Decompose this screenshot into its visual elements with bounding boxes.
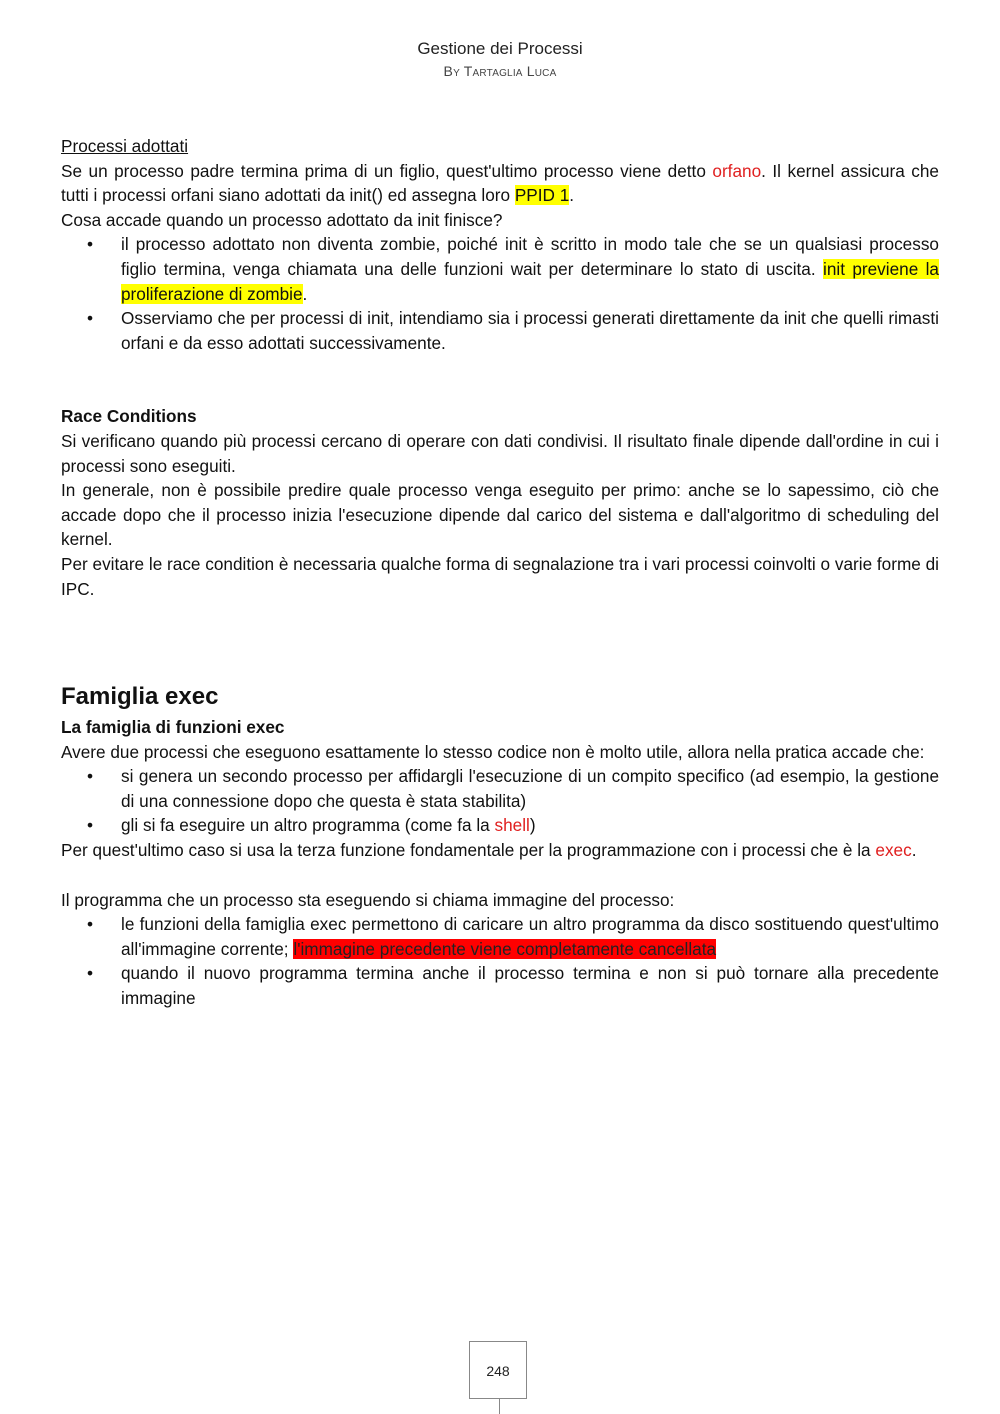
- subheading: La famiglia di funzioni exec: [61, 717, 285, 738]
- page-number-stem: [499, 1399, 500, 1414]
- document-body: [61, 134, 939, 1011]
- term-exec: exec: [875, 840, 912, 861]
- section-title-famiglia-exec: Famiglia exec: [61, 683, 219, 711]
- list-item: • il processo adottato non diventa zombie, poiché init è scritto in modo tale che se un qualsiasi processo figlio termina, venga chiamata una delle funzioni wait per determinare lo stato di uscita. init previene la proliferazione di zombie.: [61, 232, 939, 306]
- list-item: • gli si fa eseguire un altro programma (come fa la shell): [61, 813, 939, 838]
- paragraph: Cosa accade quando un processo adottato da init finisce?: [61, 209, 503, 230]
- bullet-list: [61, 764, 939, 838]
- list-item: • quando il nuovo programma termina anche il processo termina e non si può tornare alla precedente immagine: [61, 961, 939, 1010]
- list-item: • Osserviamo che per processi di init, intendiamo sia i processi generati direttamente da init che quelli rimasti orfani e da esso adottati successivamente.: [61, 306, 939, 355]
- bullet-list: [61, 912, 939, 1010]
- bullet-list: [61, 232, 939, 355]
- header-title: Gestione dei Processi: [417, 39, 583, 58]
- highlight-zombie: init previene la proliferazione di zombie: [121, 258, 939, 304]
- highlight-ppid: PPID 1: [514, 185, 570, 206]
- page-header: [0, 38, 1000, 82]
- paragraph: Se un processo padre termina prima di un figlio, quest'ultimo processo viene detto orfano. Il kernel assicura che tutti i processi orfani siano adottati da init() ed assegna loro PPID 1.: [61, 160, 939, 206]
- paragraph: Si verificano quando più processi cercano di operare con dati condivisi. Il risultato finale dipende dall'ordine in cui i processi sono eseguiti.: [61, 430, 939, 476]
- paragraph: Avere due processi che eseguono esattamente lo stesso codice non è molto utile, allora nella pratica accade che:: [61, 741, 925, 762]
- page-number: 248: [469, 1341, 527, 1399]
- term-shell: shell: [494, 815, 530, 836]
- section-heading-processi-adottati: Processi adottati: [61, 136, 189, 156]
- section-heading-race-conditions: Race Conditions: [61, 406, 197, 427]
- paragraph: Per evitare le race condition è necessaria qualche forma di segnalazione tra i vari processi coinvolti o varie forme di IPC.: [61, 553, 939, 599]
- paragraph: In generale, non è possibile predire quale processo venga eseguito per primo: anche se lo sapessimo, ciò che accade dopo che il processo inizia l'esecuzione dipende dal carico del sistema e dall'algoritmo di scheduling del kernel.: [61, 480, 939, 550]
- list-item: • si genera un secondo processo per affidargli l'esecuzione di un compito specifico (ad esempio, la gestione di una connessione dopo che questa è stata stabilita): [61, 764, 939, 813]
- term-orfano: orfano: [712, 160, 762, 181]
- paragraph: Il programma che un processo sta eseguendo si chiama immagine del processo:: [61, 889, 675, 910]
- list-item: • le funzioni della famiglia exec permettono di caricare un altro programma da disco sostituendo quest'ultimo all'immagine corrente; l'immagine precedente viene completamente cancellata: [61, 912, 939, 961]
- header-author: By Tartaglia Luca: [443, 63, 557, 79]
- highlight-immagine-cancellata: l'immagine precedente viene completamente cancellata: [293, 938, 717, 959]
- paragraph: Per quest'ultimo caso si usa la terza funzione fondamentale per la programmazione con i processi che è la exec.: [61, 840, 917, 861]
